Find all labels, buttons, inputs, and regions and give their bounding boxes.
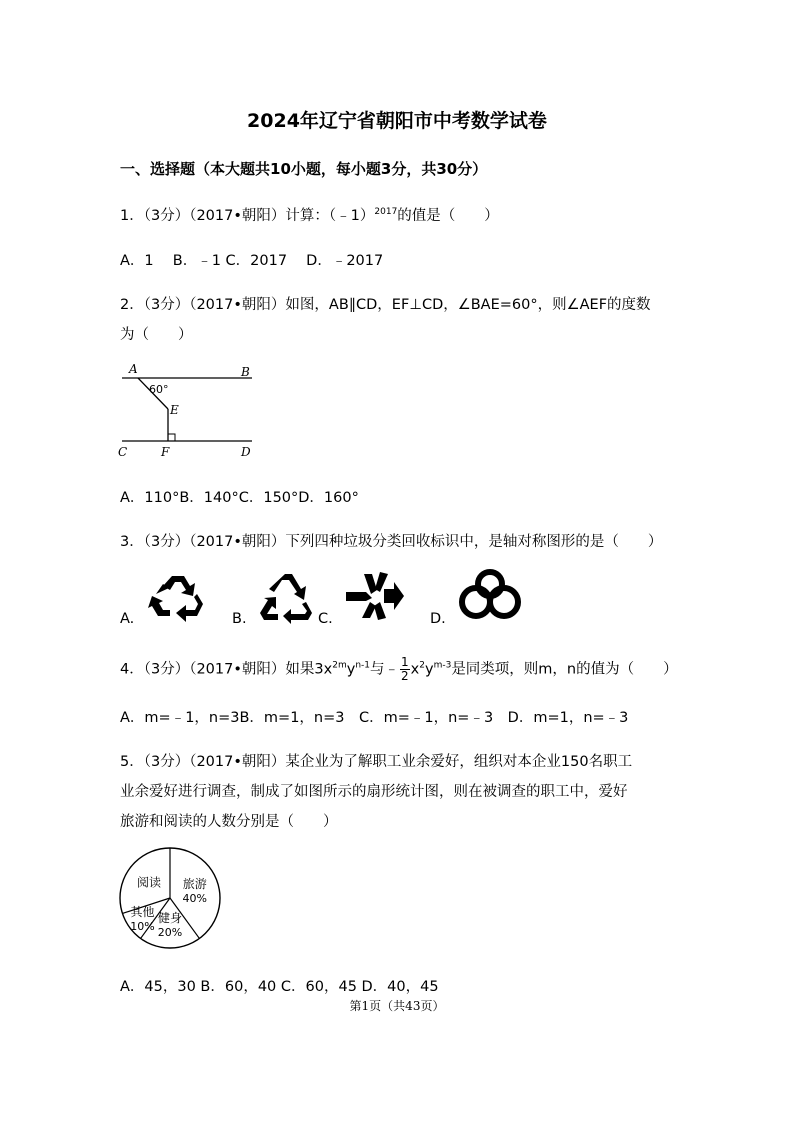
label-a: A — [129, 362, 138, 376]
question-2-options: A．110°B．140°C．150°D．160° — [120, 490, 359, 506]
fraction-one-half: $\frac{1}{2}$ — [401, 655, 409, 683]
question-1-stem: 1．（3分）（2017•朝阳）计算：（﹣1）$^{2017}$的值是（ ） — [120, 207, 499, 224]
option-a-label: A. — [120, 611, 135, 627]
pie-chart — [118, 846, 222, 950]
pie-slice-label: 其他 — [130, 904, 155, 919]
question-5-stem-line2: 业余爱好进行调查，制成了如图所示的扇形统计图，则在被调查的职工中，爱好 — [120, 784, 628, 800]
label-c: C — [118, 445, 128, 459]
pie-slice-value: 10% — [130, 919, 155, 933]
label-f: F — [161, 445, 170, 459]
recycle-icon — [148, 572, 208, 624]
label-b: B — [241, 365, 250, 379]
label-angle: 60° — [149, 383, 169, 396]
question-3-stem: 3．（3分）（2017•朝阳）下列四种垃圾分类回收标识中，是轴对称图形的是（ ） — [120, 534, 663, 550]
question-5-stem-line1: 5．（3分）（2017•朝阳）某企业为了解职工业余爱好，组织对本企业150名职工 — [120, 754, 633, 770]
pie-slice-label: 旅游 — [182, 876, 207, 891]
pie-slice-value: 40% — [182, 891, 207, 905]
triangle-recycle-icon — [258, 572, 314, 624]
question-4-options: A．m=﹣1，n=3B．m=1，n=3 C．m=﹣1，n=﹣3 D．m=1，n=﹣3 — [120, 710, 629, 726]
option-b-label: B. — [232, 611, 247, 627]
arrows-cross-icon — [344, 572, 406, 620]
pie-slice-label: 健身 — [157, 911, 183, 925]
question-2-stem-line1: 2．（3分）（2017•朝阳）如图，AB∥CD，EF⊥CD，∠BAE=60°，则∠AEF的度数 — [120, 297, 651, 313]
right-angle-mark — [168, 434, 175, 441]
label-e: E — [170, 403, 179, 417]
question-5-stem-line3: 旅游和阅读的人数分别是（ ） — [120, 814, 338, 830]
question-4-stem: 4．（3分）（2017•朝阳）如果$3x^{2m}y^{n-1}$与﹣ $\frac{1}{2}$ $x^2y^{m-3}$是同类项，则m，n的值为（ ） — [120, 655, 678, 683]
page-footer: 第1页（共43页） — [349, 999, 445, 1013]
label-d: D — [241, 445, 251, 459]
pie-slice-value: 20% — [157, 926, 183, 939]
three-rings-icon — [457, 568, 523, 620]
question-2-stem-line2: 为（ ） — [120, 327, 193, 343]
question-2-figure — [110, 358, 270, 463]
question-1-options: A．1 B．﹣1 C．2017 D．﹣2017 — [120, 253, 384, 269]
page-title: 2024年辽宁省朝阳市中考数学试卷 — [247, 110, 547, 132]
section-heading: 一、选择题（本大题共10小题，每小题3分，共30分） — [120, 160, 488, 178]
question-5-options: A．45，30 B．60，40 C．60，45 D．40，45 — [120, 979, 439, 995]
option-d-label: D. — [430, 611, 446, 627]
pie-slice-label: 阅读 — [136, 875, 161, 890]
option-c-label: C. — [318, 611, 333, 627]
